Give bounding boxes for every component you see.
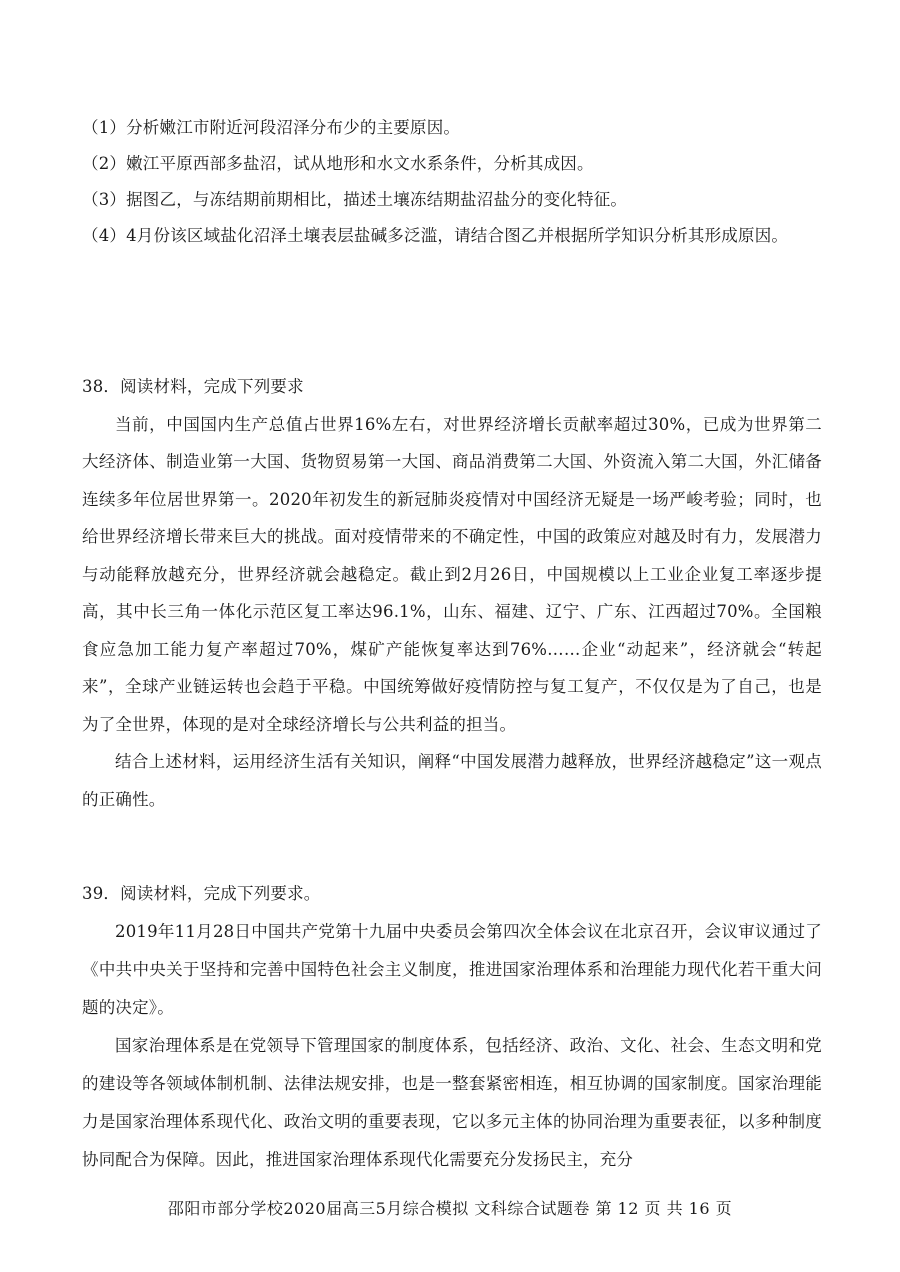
question-item: （1）分析嫩江市附近河段沼泽分布少的主要原因。 (82, 118, 461, 137)
question-item: （2）嫩江平原西部多盐沼，试从地形和水文水系条件，分析其成因。 (82, 154, 594, 173)
question-list-37 (82, 110, 822, 254)
question-38-material: 当前，中国国内生产总值占世界16%左右，对世界经济增长贡献率超过30%，已成为世界第二大经济体、制造业第一大国、货物贸易第一大国、商品消费第二大国、外资流入第二大国，外汇储备连续多年位居世界第一。2020年初发生的新冠肺炎疫情对中国经济无疑是一场严峻考验；同时，也给世界经济增长带来巨大的挑战。面对疫情带来的不确定性，中国的政策应对越及时有力，发展潜力与动能释放越充分，世界经济就会越稳定。截止到2月26日，中国规模以上工业企业复工率逐步提高，其中长三角一体化示范区复工率达96.1%，山东、福建、辽宁、广东、江西超过70%。全国粮食应急加工能力复产率超过70%，煤矿产能恢复率达到76%……企业“动起来”，经济就会“转起来”，全球产业链运转也会趋于平稳。中国统筹做好疫情防控与复工复产，不仅仅是为了自己，也是为了全世界，体现的是对全球经济增长与公共利益的担当。 (82, 414, 822, 734)
question-38-section (82, 368, 822, 818)
question-39-heading: 39．阅读材料，完成下列要求。 (82, 884, 321, 903)
question-39-material-1: 2019年11月28日中国共产党第十九届中央委员会第四次全体会议在北京召开，会议审议通过了《中共中央关于坚持和完善中国特色社会主义制度，推进国家治理体系和治理能力现代化若干重大问题的决定》。 (82, 922, 822, 1017)
question-38-heading: 38．阅读材料，完成下列要求 (82, 377, 304, 396)
page-footer: 邵阳市部分学校2020届高三5月综合模拟 文科综合试题卷 第 12 页 共 16 页 (167, 1199, 733, 1218)
question-39-material-2: 国家治理体系是在党领导下管理国家的制度体系，包括经济、政治、文化、社会、生态文明和党的建设等各领域体制机制、法律法规安排，也是一整套紧密相连，相互协调的国家制度。国家治理能力是国家治理体系现代化、政治文明的重要表现，它以多元主体的协同治理为重要表征，以多种制度协同配合为保障。因此，推进国家治理体系现代化需要充分发扬民主，充分 (82, 1036, 822, 1169)
question-item: （3）据图乙，与冻结期前期相比，描述土壤冻结期盐沼盐分的变化特征。 (82, 190, 628, 209)
question-39-section (82, 875, 822, 1179)
question-38-prompt: 结合上述材料，运用经济生活有关知识，阐释“中国发展潜力越释放，世界经济越稳定”这一观点的正确性。 (82, 752, 822, 809)
question-item: （4）4月份该区域盐化沼泽土壤表层盐碱多泛滥，请结合图乙并根据所学知识分析其形成原因。 (82, 226, 789, 245)
